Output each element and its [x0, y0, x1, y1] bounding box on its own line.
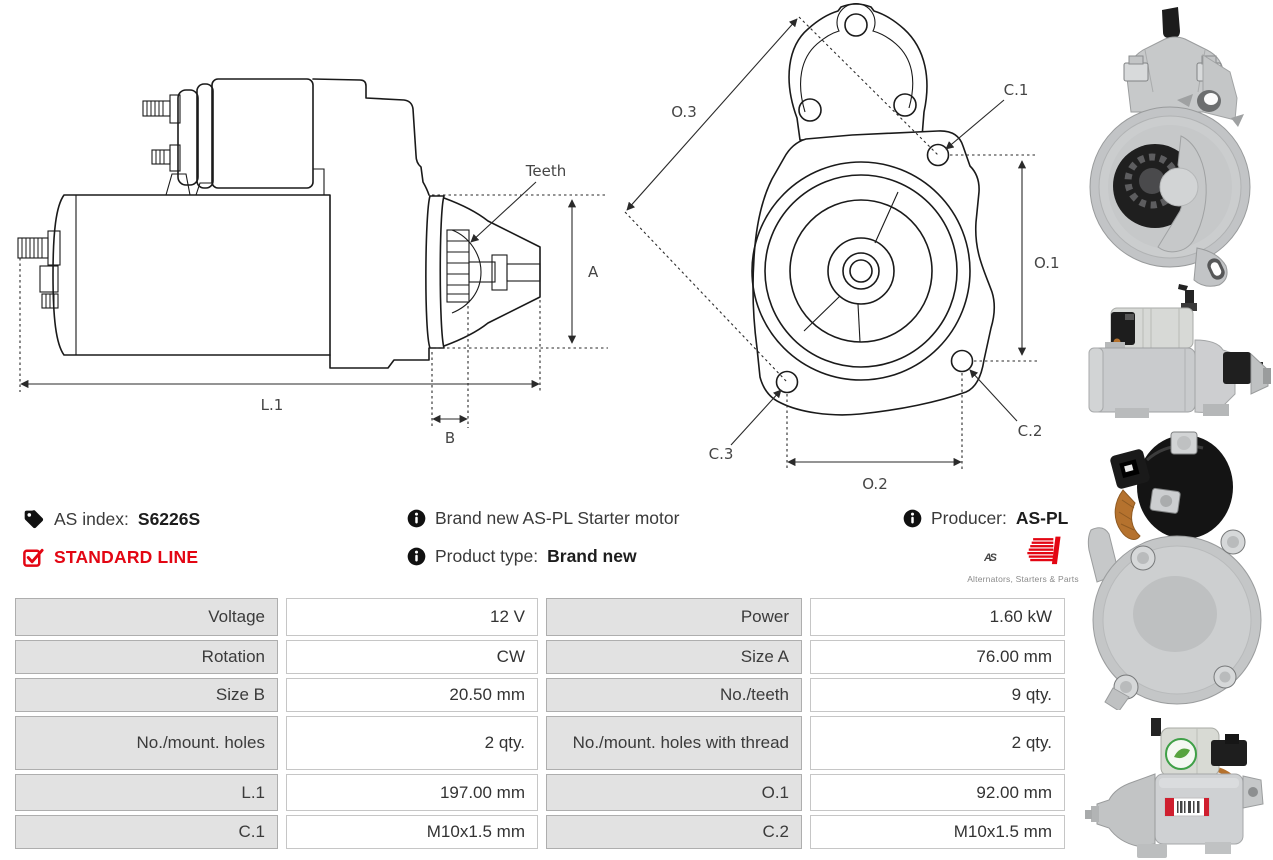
- spec-label: Size B: [15, 678, 278, 712]
- spec-label: O.1: [546, 774, 802, 811]
- label-teeth: Teeth: [525, 162, 567, 180]
- spec-label: No./mount. holes with thread: [546, 716, 802, 770]
- product-type-row: [407, 546, 637, 567]
- solenoid-terminal-studs: [143, 95, 180, 171]
- as-index-row: [22, 508, 200, 531]
- checkbox-checked-icon: [22, 546, 45, 569]
- as-index-label: AS index:: [54, 509, 129, 529]
- spec-value: 9 qty.: [810, 678, 1065, 712]
- top-bracket-outline: [789, 4, 927, 140]
- front-view-diagram: [610, 0, 1080, 500]
- spec-value: 1.60 kW: [810, 598, 1065, 636]
- standard-line-label: STANDARD LINE: [54, 547, 199, 567]
- aspl-logo-tagline: Alternators, Starters & Parts: [967, 574, 1079, 584]
- aspl-logo: [984, 534, 1062, 574]
- spec-label: Power: [546, 598, 802, 636]
- drive-end-housing: [426, 196, 540, 348]
- spec-value: 92.00 mm: [810, 774, 1065, 811]
- spec-value: CW: [286, 640, 538, 674]
- info-icon: [407, 547, 426, 566]
- label-b: B: [444, 429, 456, 447]
- label-c2: C.2: [1017, 422, 1043, 440]
- pinion-black: [1223, 352, 1251, 384]
- motor-body-outline: [53, 195, 330, 355]
- spec-label: Voltage: [15, 598, 278, 636]
- spec-table: [15, 598, 1065, 849]
- spec-label: C.2: [546, 815, 802, 849]
- spec-label: Size A: [546, 640, 802, 674]
- spec-value: M10x1.5 mm: [810, 815, 1065, 849]
- spec-label: C.1: [15, 815, 278, 849]
- spec-label: Rotation: [15, 640, 278, 674]
- spec-label: L.1: [15, 774, 278, 811]
- spec-value: 12 V: [286, 598, 538, 636]
- product-type-value: Brand new: [547, 546, 637, 566]
- label-c3: C.3: [708, 445, 734, 463]
- producer-label: Producer:: [931, 508, 1007, 528]
- aspl-logo-text: AS: [984, 552, 995, 565]
- label-a: A: [588, 263, 599, 281]
- label-c1: C.1: [1003, 81, 1029, 99]
- product-label: [1165, 798, 1209, 816]
- spec-label: No./mount. holes: [15, 716, 278, 770]
- label-o3: O.3: [671, 103, 697, 121]
- description-text: Brand new AS-PL Starter motor: [435, 508, 680, 528]
- spec-value: 76.00 mm: [810, 640, 1065, 674]
- producer-row: [903, 508, 1068, 529]
- description-row: [407, 508, 679, 529]
- spec-value: 2 qty.: [286, 716, 538, 770]
- standard-line-row: [22, 546, 198, 569]
- info-icon: [407, 509, 426, 528]
- spec-label: No./teeth: [546, 678, 802, 712]
- label-o2: O.2: [862, 475, 888, 493]
- spec-value: 2 qty.: [810, 716, 1065, 770]
- product-photo-rear-view: [1085, 430, 1273, 710]
- product-photo-side-view: [1085, 290, 1273, 432]
- as-index-value: S6226S: [137, 509, 201, 529]
- label-o1: O.1: [1034, 254, 1060, 272]
- copper-braid: [1115, 490, 1140, 539]
- product-type-label: Product type:: [435, 546, 539, 566]
- spec-value: 197.00 mm: [286, 774, 538, 811]
- tag-icon: [22, 508, 45, 531]
- info-icon: [903, 509, 922, 528]
- spec-value: 20.50 mm: [286, 678, 538, 712]
- connector-tab: [1162, 7, 1180, 38]
- product-photo-side-view-labeled: [1085, 712, 1273, 860]
- solenoid-outline: [166, 79, 429, 195]
- spec-value: M10x1.5 mm: [286, 815, 538, 849]
- product-photo-front-view: [1085, 0, 1273, 292]
- bottom-bracket: [330, 348, 429, 368]
- side-view-diagram: [0, 0, 620, 470]
- producer-value: AS-PL: [1015, 508, 1069, 528]
- label-l1: L.1: [260, 396, 284, 414]
